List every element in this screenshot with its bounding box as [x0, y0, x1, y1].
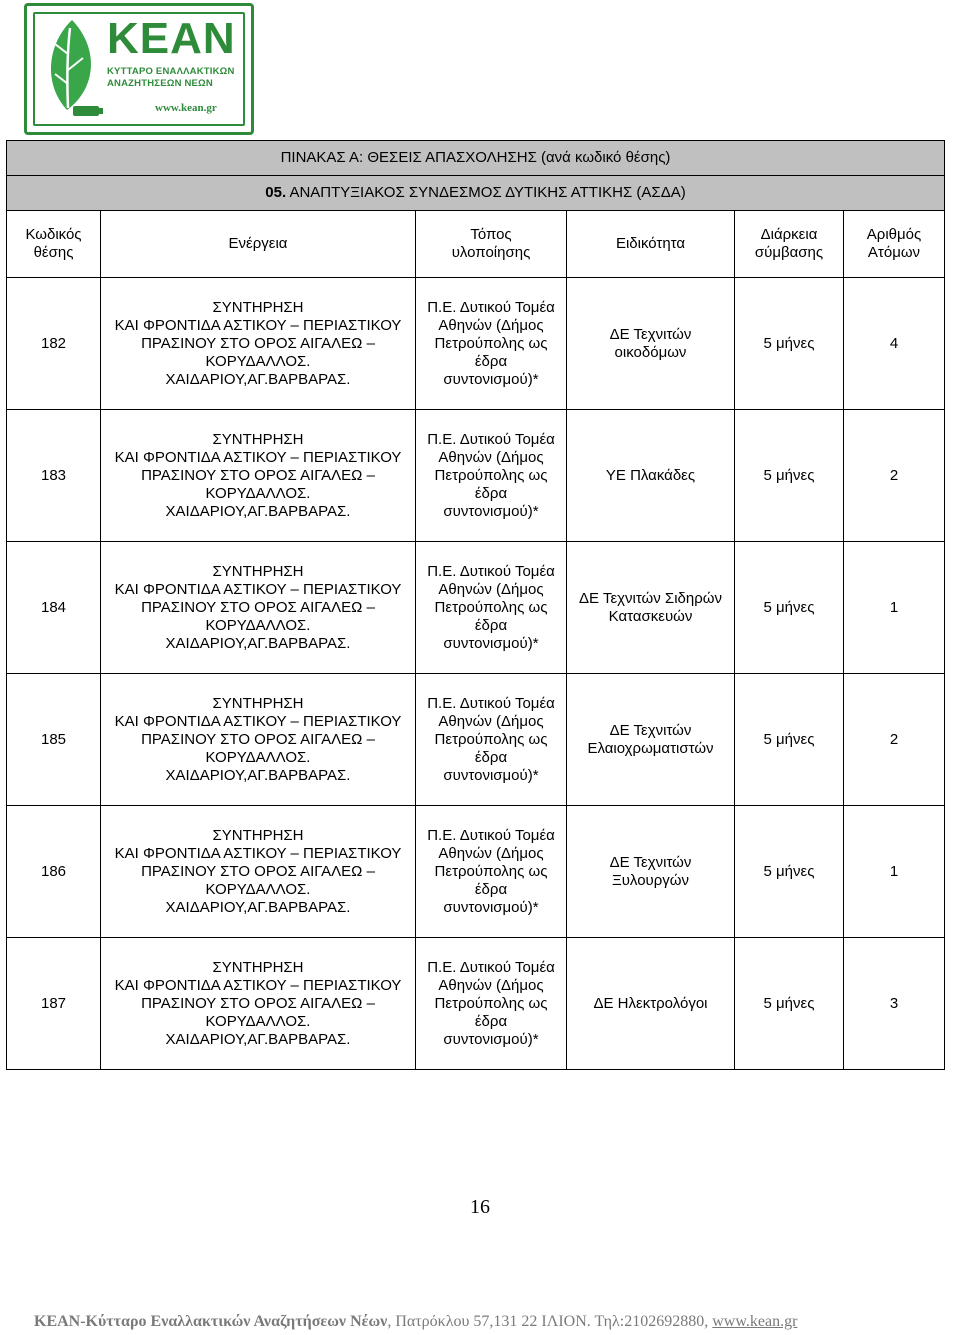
header-location: Τόπος υλοποίησης: [416, 211, 567, 278]
cell-activity-line: ΧΑΙΔΑΡΙΟΥ,ΑΓ.ΒΑΡΒΑΡΑΣ.: [165, 634, 351, 652]
cell-location-line: έδρα: [474, 748, 508, 766]
table-row: [7, 674, 945, 806]
kean-logo: [24, 3, 254, 135]
cell-location: [416, 938, 567, 1070]
cell-count: 1: [844, 542, 945, 674]
cell-location-line: συντονισμού)*: [443, 766, 539, 784]
table-subtitle: [7, 176, 945, 211]
cell-duration: 5 μήνες: [735, 674, 844, 806]
cell-location-line: Αθηνών (Δήμος: [438, 976, 544, 994]
cell-activity: [101, 938, 416, 1070]
table-body: [7, 278, 945, 1070]
cell-code: 183: [7, 410, 101, 542]
cell-activity: [101, 410, 416, 542]
page-number: 16: [470, 1196, 490, 1218]
header-code: Κωδικός θέσης: [7, 211, 101, 278]
header-specialty: Ειδικότητα: [567, 211, 735, 278]
cell-activity-line: ΠΡΑΣΙΝΟΥ ΣΤΟ ΟΡΟΣ ΑΙΓΑΛΕΩ –: [141, 466, 375, 484]
cell-activity-line: ΣΥΝΤΗΡΗΣΗ: [212, 562, 304, 580]
table-row: [7, 410, 945, 542]
page-footer: [34, 1313, 797, 1331]
cell-specialty-line: ΔΕ Τεχνιτών: [609, 325, 692, 343]
cell-location-line: Αθηνών (Δήμος: [438, 844, 544, 862]
logo-subtitle: [107, 66, 245, 90]
cell-activity-line: ΚΟΡΥΔΑΛΛΟΣ.: [205, 616, 311, 634]
cell-activity-line: ΠΡΑΣΙΝΟΥ ΣΤΟ ΟΡΟΣ ΑΙΓΑΛΕΩ –: [141, 730, 375, 748]
header-count: Αριθμός Ατόμων: [844, 211, 945, 278]
cell-location: [416, 410, 567, 542]
cell-location-line: έδρα: [474, 880, 508, 898]
cell-count: 4: [844, 278, 945, 410]
cell-activity-line: ΧΑΙΔΑΡΙΟΥ,ΑΓ.ΒΑΡΒΑΡΑΣ.: [165, 370, 351, 388]
header-activity: Ενέργεια: [101, 211, 416, 278]
cell-location-line: έδρα: [474, 1012, 508, 1030]
cell-specialty: [567, 542, 735, 674]
cell-activity: [101, 278, 416, 410]
cell-location-line: Αθηνών (Δήμος: [438, 712, 544, 730]
cell-specialty: [567, 674, 735, 806]
cell-activity-line: ΚΑΙ ΦΡΟΝΤΙΔΑ ΑΣΤΙΚΟΥ – ΠΕΡΙΑΣΤΙΚΟΥ: [114, 448, 402, 466]
cell-location-line: Πετρούπολης ως: [434, 466, 548, 484]
cell-code: 186: [7, 806, 101, 938]
cell-specialty: [567, 278, 735, 410]
table-header-row: [7, 211, 945, 278]
cell-location-line: Πετρούπολης ως: [434, 994, 548, 1012]
cell-specialty: [567, 806, 735, 938]
cell-location-line: συντονισμού)*: [443, 898, 539, 916]
footer-link[interactable]: www.kean.gr: [712, 1313, 798, 1330]
cell-location-line: Αθηνών (Δήμος: [438, 580, 544, 598]
logo-subtitle-line-2: ΑΝΑΖΗΤΗΣΕΩΝ ΝΕΩΝ: [107, 78, 213, 89]
subtitle-text: ΑΝΑΠΤΥΞΙΑΚΟΣ ΣΥΝΔΕΣΜΟΣ ΔΥΤΙΚΗΣ ΑΤΤΙΚΗΣ (ΑΣΔΑ): [289, 184, 686, 201]
footer-org: ΚΕΑΝ-Κύτταρο Εναλλακτικών Αναζητήσεων Νέων: [34, 1313, 388, 1330]
cell-location-line: έδρα: [474, 616, 508, 634]
cell-activity-line: ΧΑΙΔΑΡΙΟΥ,ΑΓ.ΒΑΡΒΑΡΑΣ.: [165, 502, 351, 520]
cell-location-line: Π.Ε. Δυτικού Τομέα: [427, 562, 555, 580]
cell-specialty-line: οικοδόμων: [614, 343, 687, 361]
cell-activity: [101, 674, 416, 806]
cell-count: 3: [844, 938, 945, 1070]
cell-location-line: Αθηνών (Δήμος: [438, 448, 544, 466]
cell-duration: 5 μήνες: [735, 806, 844, 938]
cell-location-line: Αθηνών (Δήμος: [438, 316, 544, 334]
cell-activity: [101, 806, 416, 938]
cell-specialty-line: Ελαιοχρωματιστών: [587, 739, 714, 757]
cell-specialty-line: ΔΕ Τεχνιτών Σιδηρών: [579, 589, 722, 607]
cell-activity-line: ΧΑΙΔΑΡΙΟΥ,ΑΓ.ΒΑΡΒΑΡΑΣ.: [165, 766, 351, 784]
cell-activity-line: ΚΟΡΥΔΑΛΛΟΣ.: [205, 352, 311, 370]
cell-duration: 5 μήνες: [735, 278, 844, 410]
leaf-usb-icon: [37, 14, 107, 126]
cell-code: 184: [7, 542, 101, 674]
cell-activity-line: ΚΟΡΥΔΑΛΛΟΣ.: [205, 880, 311, 898]
cell-specialty: [567, 938, 735, 1070]
cell-code: 185: [7, 674, 101, 806]
cell-activity-line: ΚΑΙ ΦΡΟΝΤΙΔΑ ΑΣΤΙΚΟΥ – ΠΕΡΙΑΣΤΙΚΟΥ: [114, 976, 402, 994]
cell-duration: 5 μήνες: [735, 542, 844, 674]
cell-location: [416, 674, 567, 806]
cell-activity-line: ΠΡΑΣΙΝΟΥ ΣΤΟ ΟΡΟΣ ΑΙΓΑΛΕΩ –: [141, 994, 375, 1012]
cell-count: 2: [844, 674, 945, 806]
table-row: [7, 806, 945, 938]
logo-url: www.kean.gr: [155, 102, 217, 114]
cell-location-line: συντονισμού)*: [443, 370, 539, 388]
cell-location: [416, 278, 567, 410]
cell-location-line: Πετρούπολης ως: [434, 598, 548, 616]
cell-specialty-line: Κατασκευών: [608, 607, 693, 625]
cell-activity-line: ΣΥΝΤΗΡΗΣΗ: [212, 958, 304, 976]
cell-location-line: συντονισμού)*: [443, 502, 539, 520]
cell-location-line: Π.Ε. Δυτικού Τομέα: [427, 298, 555, 316]
table-row: [7, 278, 945, 410]
cell-activity-line: ΣΥΝΤΗΡΗΣΗ: [212, 298, 304, 316]
table-subtitle-row: [7, 176, 945, 211]
table-title-row: [7, 141, 945, 176]
header-duration: Διάρκεια σύμβασης: [735, 211, 844, 278]
cell-specialty: [567, 410, 735, 542]
cell-specialty-line: ΔΕ Ηλεκτρολόγοι: [593, 994, 708, 1012]
cell-activity-line: ΚΑΙ ΦΡΟΝΤΙΔΑ ΑΣΤΙΚΟΥ – ΠΕΡΙΑΣΤΙΚΟΥ: [114, 580, 402, 598]
cell-activity-line: ΠΡΑΣΙΝΟΥ ΣΤΟ ΟΡΟΣ ΑΙΓΑΛΕΩ –: [141, 598, 375, 616]
table-row: [7, 938, 945, 1070]
cell-activity: [101, 542, 416, 674]
cell-location-line: συντονισμού)*: [443, 634, 539, 652]
cell-location-line: Π.Ε. Δυτικού Τομέα: [427, 430, 555, 448]
cell-location-line: Π.Ε. Δυτικού Τομέα: [427, 694, 555, 712]
logo-subtitle-line-1: ΚΥΤΤΑΡΟ ΕΝΑΛΛΑΚΤΙΚΩΝ: [107, 66, 235, 77]
cell-location: [416, 542, 567, 674]
cell-activity-line: ΣΥΝΤΗΡΗΣΗ: [212, 694, 304, 712]
cell-location-line: Πετρούπολης ως: [434, 730, 548, 748]
footer-address: , Πατρόκλου 57,131 22 ΙΛΙΟΝ. Τηλ:2102692880,: [387, 1313, 713, 1330]
cell-activity-line: ΣΥΝΤΗΡΗΣΗ: [212, 430, 304, 448]
cell-code: 182: [7, 278, 101, 410]
cell-specialty-line: ΥΕ Πλακάδες: [605, 466, 696, 484]
cell-activity-line: ΚΑΙ ΦΡΟΝΤΙΔΑ ΑΣΤΙΚΟΥ – ΠΕΡΙΑΣΤΙΚΟΥ: [114, 712, 402, 730]
table-row: [7, 542, 945, 674]
cell-activity-line: ΚΑΙ ΦΡΟΝΤΙΔΑ ΑΣΤΙΚΟΥ – ΠΕΡΙΑΣΤΙΚΟΥ: [114, 844, 402, 862]
logo-name: KEAN: [107, 14, 236, 63]
cell-activity-line: ΚΟΡΥΔΑΛΛΟΣ.: [205, 748, 311, 766]
cell-location-line: Πετρούπολης ως: [434, 862, 548, 880]
cell-location-line: Π.Ε. Δυτικού Τομέα: [427, 958, 555, 976]
cell-duration: 5 μήνες: [735, 410, 844, 542]
cell-location-line: συντονισμού)*: [443, 1030, 539, 1048]
cell-location-line: έδρα: [474, 352, 508, 370]
cell-activity-line: ΠΡΑΣΙΝΟΥ ΣΤΟ ΟΡΟΣ ΑΙΓΑΛΕΩ –: [141, 334, 375, 352]
cell-specialty-line: ΔΕ Τεχνιτών: [609, 853, 692, 871]
cell-activity-line: ΣΥΝΤΗΡΗΣΗ: [212, 826, 304, 844]
cell-location-line: έδρα: [474, 484, 508, 502]
cell-location-line: Π.Ε. Δυτικού Τομέα: [427, 826, 555, 844]
cell-activity-line: ΧΑΙΔΑΡΙΟΥ,ΑΓ.ΒΑΡΒΑΡΑΣ.: [165, 1030, 351, 1048]
cell-count: 2: [844, 410, 945, 542]
cell-count: 1: [844, 806, 945, 938]
cell-activity-line: ΠΡΑΣΙΝΟΥ ΣΤΟ ΟΡΟΣ ΑΙΓΑΛΕΩ –: [141, 862, 375, 880]
cell-activity-line: ΧΑΙΔΑΡΙΟΥ,ΑΓ.ΒΑΡΒΑΡΑΣ.: [165, 898, 351, 916]
cell-specialty-line: ΔΕ Τεχνιτών: [609, 721, 692, 739]
cell-specialty-line: Ξυλουργών: [611, 871, 689, 889]
subtitle-code: 05.: [265, 184, 287, 201]
cell-activity-line: ΚΟΡΥΔΑΛΛΟΣ.: [205, 1012, 311, 1030]
table-title: ΠΙΝΑΚΑΣ Α: ΘΕΣΕΙΣ ΑΠΑΣΧΟΛΗΣΗΣ (ανά κωδικό θέσης): [7, 141, 945, 176]
cell-code: 187: [7, 938, 101, 1070]
cell-location: [416, 806, 567, 938]
cell-duration: 5 μήνες: [735, 938, 844, 1070]
cell-activity-line: ΚΟΡΥΔΑΛΛΟΣ.: [205, 484, 311, 502]
positions-table: [6, 140, 945, 1070]
cell-location-line: Πετρούπολης ως: [434, 334, 548, 352]
cell-activity-line: ΚΑΙ ΦΡΟΝΤΙΔΑ ΑΣΤΙΚΟΥ – ΠΕΡΙΑΣΤΙΚΟΥ: [114, 316, 402, 334]
